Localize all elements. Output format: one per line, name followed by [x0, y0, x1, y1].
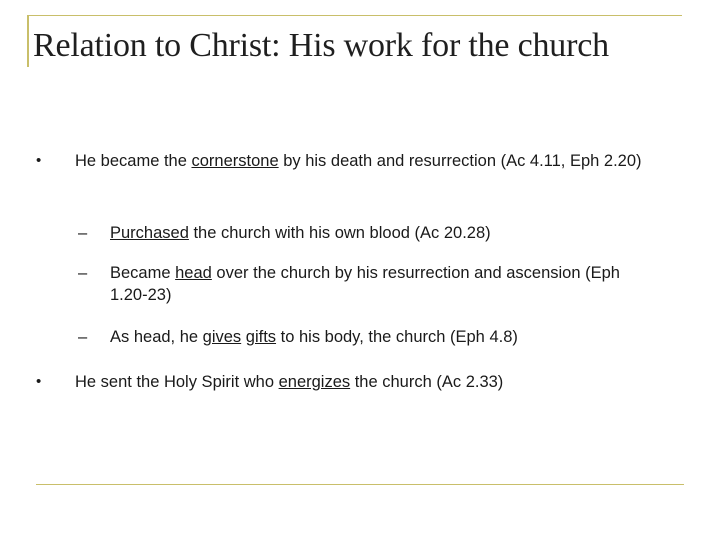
title-frame-left-rule: [27, 15, 29, 67]
underlined-term: Purchased: [110, 224, 189, 242]
bullet-marker: •: [36, 152, 42, 169]
sub-bullet-text: [110, 326, 630, 348]
sub-bullet-text-part: Became: [110, 264, 176, 282]
sub-bullet-text-part: As head, he: [110, 328, 203, 346]
sub-bullet-text-part: the church with his own blood (Ac 20.28): [188, 224, 491, 242]
footer-rule: [36, 484, 684, 485]
dash-marker: –: [78, 224, 88, 242]
dash-marker: –: [78, 328, 88, 346]
sub-bullet-text-part: over the church by his resurrection and ascension (Eph 1.20-23): [110, 264, 620, 304]
sub-bullet-text: [110, 222, 630, 244]
bullet-text-part: the church (Ac 2.33): [350, 373, 504, 391]
underlined-term: energizes: [278, 373, 351, 391]
bullet-text-part: by his death and resurrection (Ac 4.11, Eph 2.20): [278, 152, 642, 170]
title-frame-top-rule: [27, 15, 682, 16]
underlined-term: gives: [202, 328, 242, 346]
underlined-term: cornerstone: [191, 152, 279, 170]
bullet-text: [75, 371, 675, 393]
bullet-text-part: He became the: [75, 152, 192, 170]
bullet-text: [75, 150, 675, 172]
slide-title: Relation to Christ: His work for the church: [33, 27, 609, 64]
bullet-marker: •: [36, 373, 42, 390]
underlined-term: head: [175, 264, 212, 282]
bullet-text-part: He sent the Holy Spirit who: [75, 373, 279, 391]
dash-marker: –: [78, 264, 88, 282]
sub-bullet-text: [110, 262, 630, 306]
underlined-term: gifts: [245, 328, 277, 346]
sub-bullet-text-part: to his body, the church (Eph 4.8): [276, 328, 518, 346]
